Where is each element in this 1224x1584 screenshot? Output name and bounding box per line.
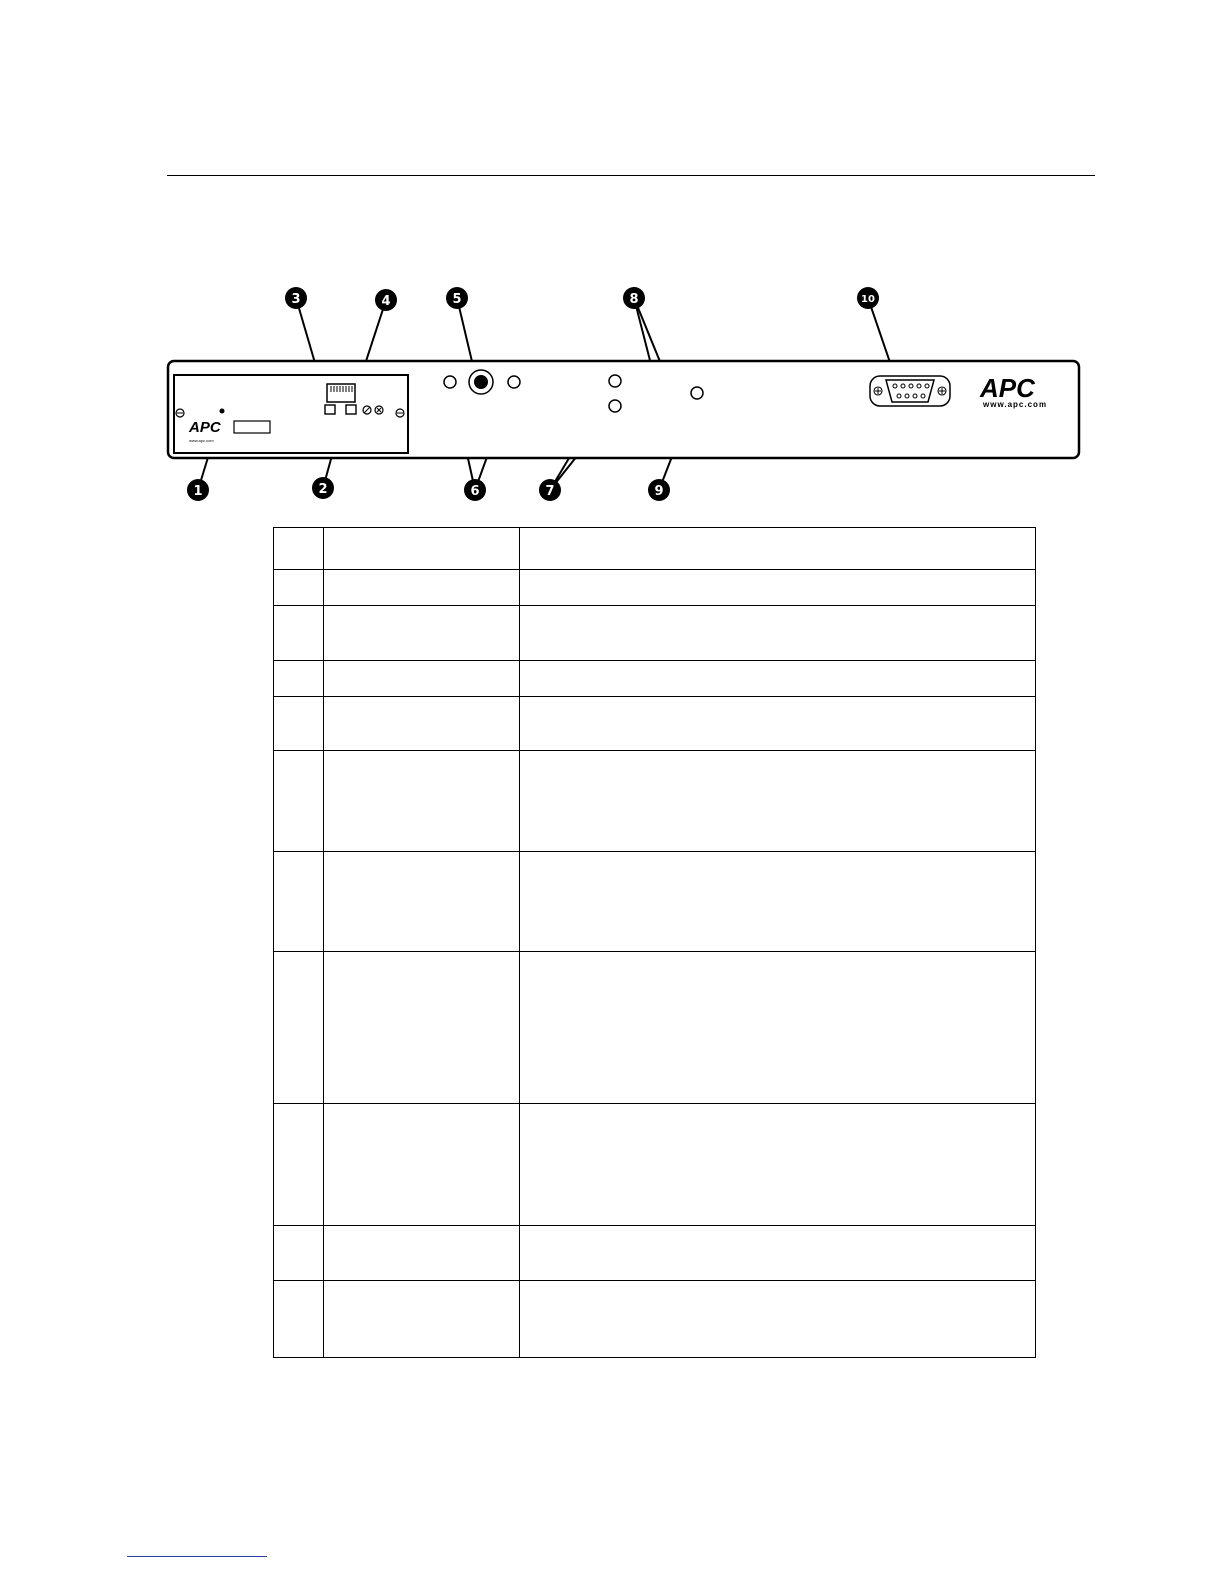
svg-text:5: 5: [452, 292, 462, 307]
table-cell-item: [324, 1104, 520, 1226]
left-led-icon: [444, 376, 456, 388]
svg-text:6: 6: [470, 484, 480, 499]
table-row: [274, 697, 1036, 751]
callout-10: [857, 287, 879, 309]
table-cell-num: [274, 1104, 324, 1226]
table-cell-num: [274, 852, 324, 952]
table-row: [274, 570, 1036, 606]
footer-link-underline: [127, 1556, 267, 1557]
table-cell-num: [274, 697, 324, 751]
table-cell-num: [274, 528, 324, 570]
reset-button-icon[interactable]: [220, 409, 225, 414]
table-cell-item: [324, 852, 520, 952]
callout-4: [375, 289, 397, 311]
power-button-core-icon: [474, 375, 488, 389]
table-cell-description: [520, 661, 1036, 697]
table-cell-num: [274, 1226, 324, 1281]
table-cell-description: [520, 952, 1036, 1104]
callout-5: [446, 287, 468, 309]
table-cell-description: [520, 606, 1036, 661]
table-cell-num: [274, 952, 324, 1104]
svg-text:2: 2: [318, 482, 328, 497]
callout-6: [464, 479, 486, 501]
table-row: [274, 661, 1036, 697]
svg-text:9: 9: [654, 484, 664, 499]
table-cell-num: [274, 570, 324, 606]
callout-1: [187, 479, 209, 501]
svg-text:4: 4: [381, 294, 391, 309]
table-cell-description: [520, 751, 1036, 852]
table-cell-item: [324, 570, 520, 606]
svg-text:8: 8: [629, 292, 639, 307]
table-cell-item: [324, 697, 520, 751]
table-cell-item: [324, 952, 520, 1104]
source-a-led-icon: [609, 375, 621, 387]
svg-text:1: 1: [193, 484, 203, 499]
table-cell-num: [274, 661, 324, 697]
table-cell-num: [274, 751, 324, 852]
table-cell-description: [520, 570, 1036, 606]
callout-3: [285, 287, 307, 309]
callout-7: [539, 479, 561, 501]
table-cell-num: [274, 1281, 324, 1358]
table-cell-description: [520, 528, 1036, 570]
table-cell-item: [324, 661, 520, 697]
svg-text:3: 3: [291, 292, 301, 307]
table-row: [274, 1226, 1036, 1281]
front-panel-diagram: [0, 0, 1224, 520]
card-url: www.apc.com: [189, 438, 214, 443]
source-b-led-icon: [609, 400, 621, 412]
svg-text:7: 7: [545, 484, 555, 499]
table-cell-item: [324, 1281, 520, 1358]
table-cell-description: [520, 1281, 1036, 1358]
table-cell-description: [520, 697, 1036, 751]
callout-9: [648, 479, 670, 501]
link-led-icon: [346, 405, 356, 414]
table-cell-num: [274, 606, 324, 661]
card-brand-logo: APC: [189, 419, 221, 436]
svg-text:10: 10: [861, 294, 875, 305]
table-row: [274, 952, 1036, 1104]
front-brand-logo: APC: [980, 373, 1035, 403]
table-row: [274, 1281, 1036, 1358]
serial-port-connector-icon: [886, 380, 934, 402]
card-label-slot: [234, 421, 270, 433]
right-led-icon: [508, 376, 520, 388]
front-url: www.apc.com: [983, 400, 1048, 409]
table-cell-description: [520, 1104, 1036, 1226]
table-cell-item: [324, 606, 520, 661]
callout-8: [623, 287, 645, 309]
table-cell-description: [520, 1226, 1036, 1281]
table-row: [274, 1104, 1036, 1226]
output-led-icon: [691, 387, 703, 399]
callout-2: [312, 477, 334, 499]
table-header-row: [274, 528, 1036, 570]
table-row: [274, 606, 1036, 661]
table-cell-description: [520, 852, 1036, 952]
table-cell-item: [324, 528, 520, 570]
table-row: [274, 751, 1036, 852]
component-reference-table: [273, 527, 1036, 1358]
status-led-icon: [325, 405, 335, 414]
table-cell-item: [324, 751, 520, 852]
table-cell-item: [324, 1226, 520, 1281]
table-row: [274, 852, 1036, 952]
